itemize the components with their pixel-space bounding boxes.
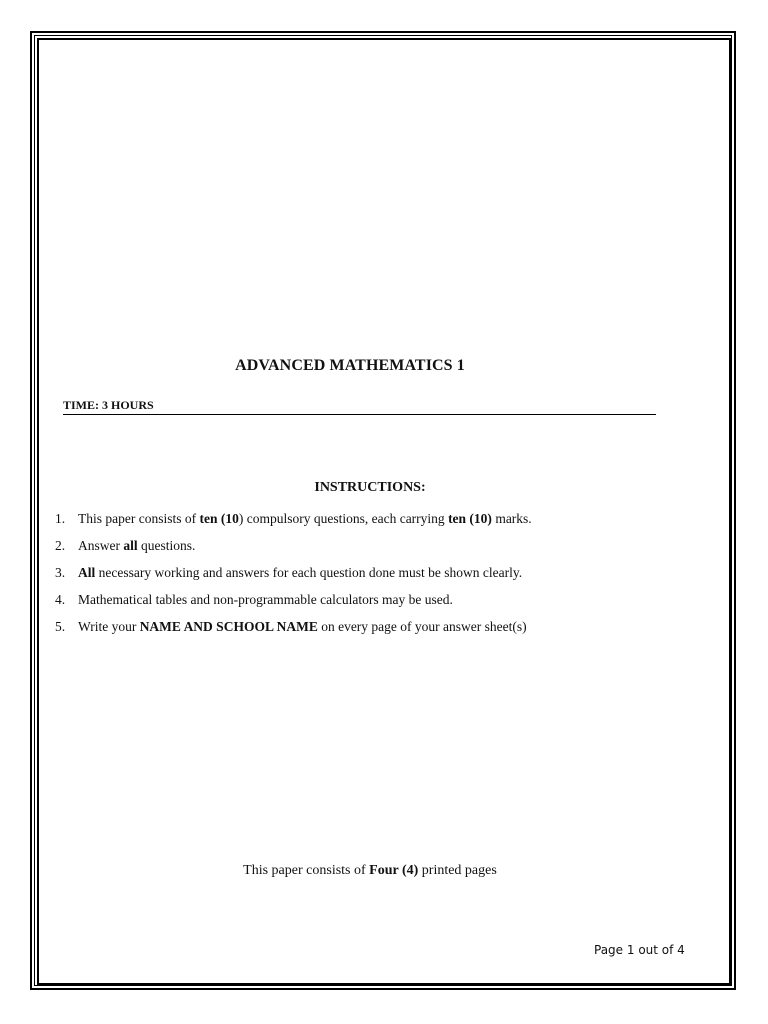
instruction-item bbox=[55, 564, 532, 591]
page-count-note bbox=[0, 863, 740, 879]
instruction-emphasis: All bbox=[78, 565, 96, 580]
instruction-text: questions. bbox=[137, 538, 196, 553]
instruction-text: on every page of your answer sheet(s) bbox=[317, 619, 527, 634]
instruction-text: ) compulsory questions, each carrying bbox=[238, 511, 449, 526]
exam-title: ADVANCED MATHEMATICS 1 bbox=[235, 357, 465, 374]
instruction-number: 2. bbox=[55, 538, 66, 553]
page-count-prefix: This paper consists of bbox=[243, 863, 370, 878]
instruction-number: 5. bbox=[55, 619, 66, 634]
instruction-emphasis: ten (10 bbox=[199, 511, 239, 526]
instruction-emphasis: all bbox=[123, 538, 138, 553]
instruction-text: This paper consists of bbox=[78, 511, 200, 526]
time-allowed: TIME: 3 HOURS bbox=[63, 398, 656, 415]
instruction-item bbox=[55, 591, 532, 618]
instruction-item bbox=[55, 618, 532, 645]
instruction-emphasis: NAME AND SCHOOL NAME bbox=[139, 619, 318, 634]
instruction-emphasis: ten (10) bbox=[448, 511, 492, 526]
instructions-list bbox=[55, 510, 532, 645]
instruction-item bbox=[55, 537, 532, 564]
instruction-text: Mathematical tables and non-programmable calculators may be used. bbox=[78, 592, 453, 607]
instruction-item bbox=[55, 510, 532, 537]
page-number: Page 1 out of 4 bbox=[594, 943, 685, 957]
instruction-number: 1. bbox=[55, 511, 66, 526]
instruction-text: Answer bbox=[78, 538, 124, 553]
page-count-bold: Four (4) bbox=[369, 863, 419, 878]
instructions-heading: INSTRUCTIONS: bbox=[314, 480, 426, 495]
instruction-text: marks. bbox=[491, 511, 532, 526]
instruction-text: necessary working and answers for each question done must be shown clearly. bbox=[95, 565, 523, 580]
instruction-number: 4. bbox=[55, 592, 66, 607]
page-count-suffix: printed pages bbox=[418, 863, 497, 878]
instruction-number: 3. bbox=[55, 565, 66, 580]
instruction-text: Write your bbox=[78, 619, 140, 634]
